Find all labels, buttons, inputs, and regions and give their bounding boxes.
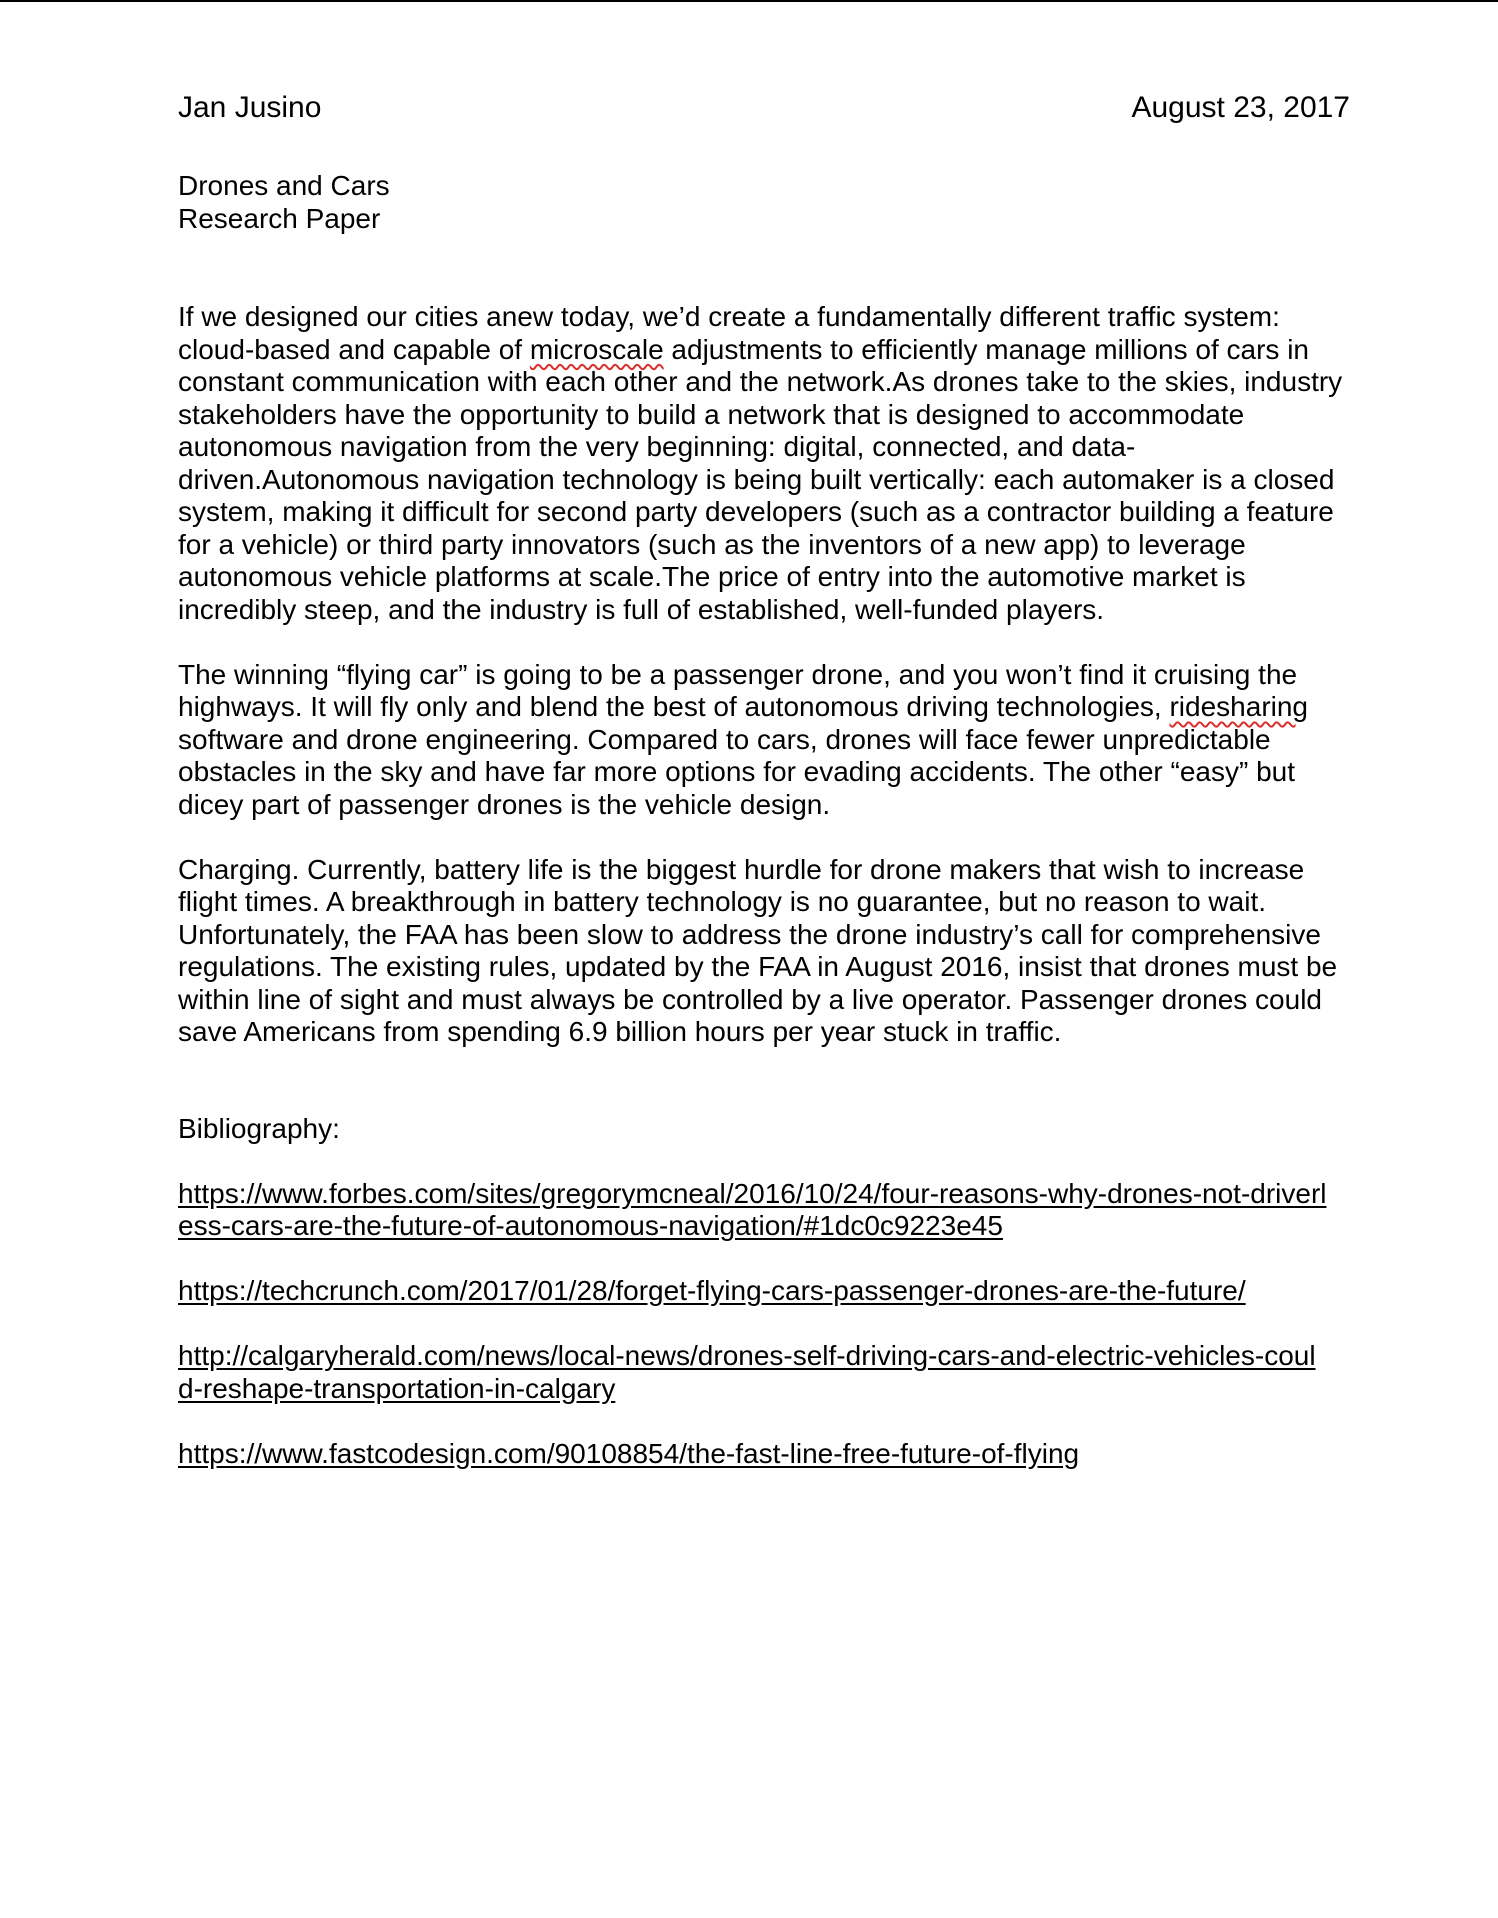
paragraph-1-text-a: If we designed our cities anew today, we’d create a fundamentally different traffic system: cloud-based and capable of [178,301,1280,365]
document-header [178,88,1350,128]
paragraph-2 [178,659,1350,822]
bibliography-link-forbes[interactable]: https://www.forbes.com/sites/gregorymcneal/2016/10/24/four-reasons-why-drones-not-driverless-cars-are-the-future-of-autonomous-navigation/#1dc0c9223e45 [178,1177,1327,1241]
title-line-1: Drones and Cars [178,170,390,201]
document-title [178,170,1350,235]
paragraph-3 [178,854,1350,1049]
paragraph-2-text-a: The winning “flying car” is going to be a passenger drone, and you won’t find it cruising the highways. It will fly only and blend the best of autonomous driving technologies, [178,658,1298,722]
document-page [178,88,1350,1503]
paragraph-2-text-b: software and drone engineering. Compared to cars, drones will face fewer unpredictable obstacles in the sky and have far more options for evading accidents. The other “easy” but dicey part of passenger drones is the vehicle design. [178,723,1295,820]
title-line-2: Research Paper [178,202,381,234]
bibliography-link-fastcodesign[interactable]: https://www.fastcodesign.com/90108854/the-fast-line-free-future-of-flying [178,1437,1080,1469]
spellcheck-flagged-word[interactable]: microscale [529,333,664,365]
paragraph-3-text: Charging. Currently, battery life is the biggest hurdle for drone makers that wish to increase flight times. A breakthrough in battery technology is no guarantee, but no reason to wait. Unfortunately, the FAA has been slow to address the drone industry’s call for comprehensive regulations. The existing rules, updated by the FAA in August 2016, insist that drones must be within line of sight and must always be controlled by a live operator. Passenger drones could save Americans from spending 6.9 billion hours per year stuck in traffic. [178,853,1338,1047]
document-date: August 23, 2017 [1131,91,1350,124]
spellcheck-flagged-word[interactable]: ridesharing [1169,691,1309,722]
bibliography-link-techcrunch[interactable]: https://techcrunch.com/2017/01/28/forget-flying-cars-passenger-drones-are-the-future/ [178,1275,1246,1306]
paragraph-1 [178,301,1350,626]
author-name: Jan Jusino [178,91,322,124]
top-border-line [0,0,1498,2]
paragraph-1-text-b: adjustments to efficiently manage millions of cars in constant communication with each other and the network.As drones take to the skies, industry stakeholders have the opportunity to build a network that is designed to accommodate autonomous navigation from the very beginning: digital, connected, and data-driven.Autonomous navigation technology is being built vertically: each automaker is a closed system, making it difficult for second party developers (such as a contractor building a feature for a vehicle) or third party innovators (such as the inventors of a new app) to leverage autonomous vehicle platforms at scale.The price of entry into the automotive market is incredibly steep, and the industry is full of established, well-funded players. [178,333,1343,625]
bibliography-link-calgaryherald[interactable]: http://calgaryherald.com/news/local-news/drones-self-driving-cars-and-electric-vehicles-could-reshape-transportation-in-calgary [178,1340,1316,1404]
bibliography-heading: Bibliography: [178,1112,340,1144]
bibliography-list [178,1178,1350,1471]
document-body [178,301,1350,1049]
